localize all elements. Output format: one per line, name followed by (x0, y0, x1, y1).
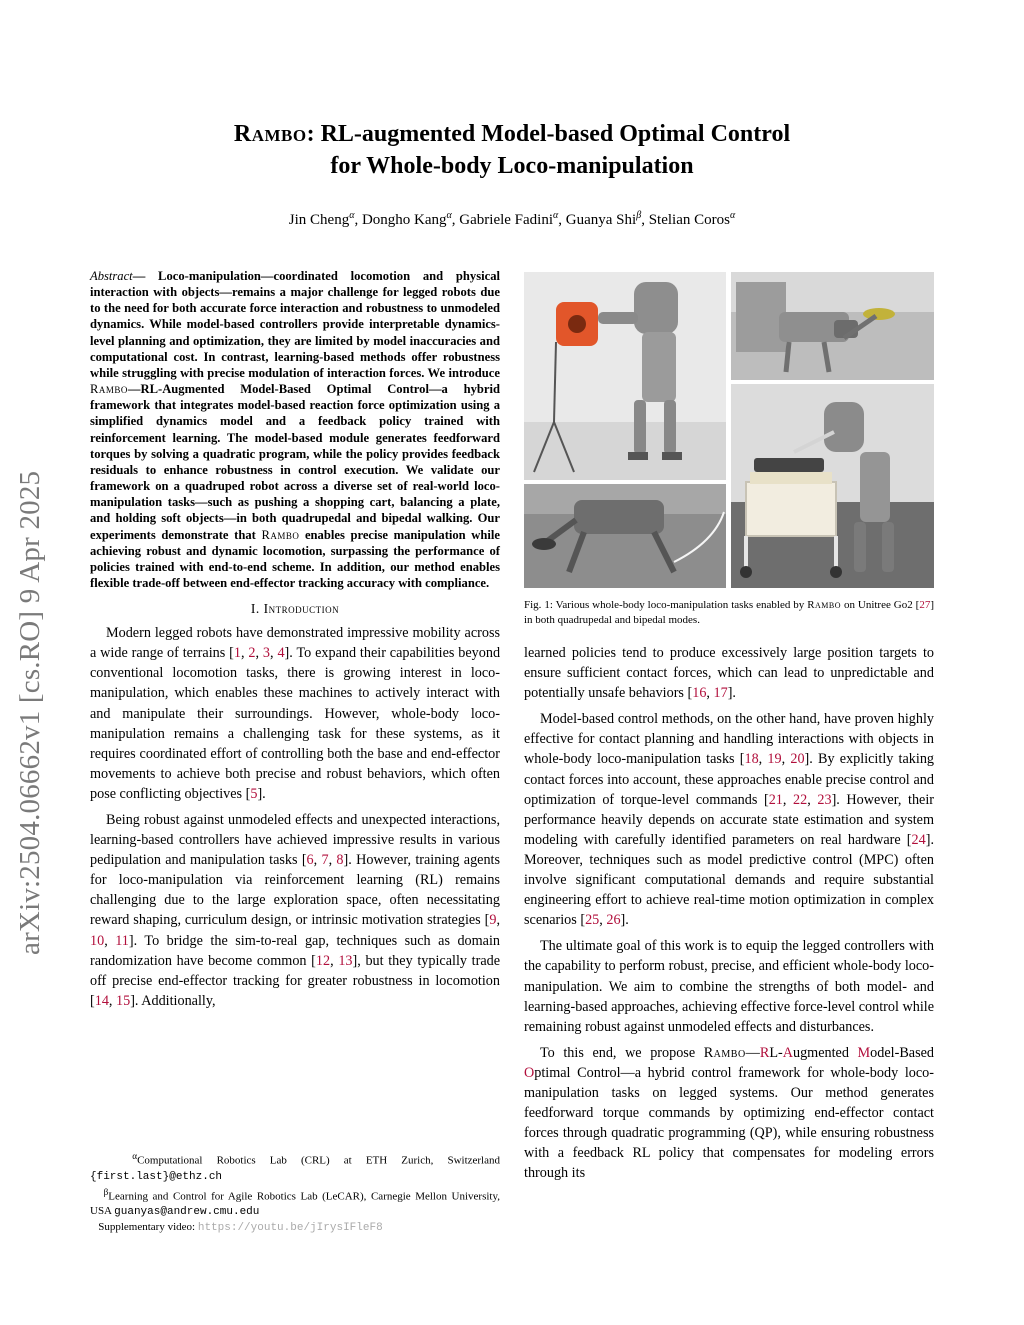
title-line1-rest: : RL-augmented Model-based Optimal Control (306, 121, 791, 147)
author-name: Guanya Shi (565, 212, 637, 228)
author-name: Dongho Kang (361, 212, 447, 228)
author-affiliation: α (729, 210, 736, 221)
photo-bipedal-orange-object (524, 272, 726, 480)
citation-link[interactable]: 1 (233, 645, 241, 662)
citation-link[interactable]: 7 (321, 852, 329, 869)
citation-link[interactable]: 3 (262, 645, 271, 662)
abstract-text: enables precise manipulation while achieving robust and dynamic locomotion, surpassing the performance of policies trained with end-to-end scheme. In addition, our method enables flexible trade-off between end-effector tracking accuracy with compliance. (90, 527, 500, 590)
photo-quadruped-plate (731, 272, 934, 380)
citation-link[interactable]: 20 (790, 751, 805, 768)
section-heading-introduction (90, 601, 500, 617)
caption-rambo: Rambo (807, 599, 842, 611)
title-rambo: Rambo (233, 121, 307, 147)
abstract-text: — Loco-manipulation—coordinated locomotion and physical interaction with objects—remains a major challenge for legged robots due to the need for both accurate force interaction and robustness to unmodeled dynamics. While model-based controllers provide interpretable dynamics-level planning and optimization, they are limited by model inaccuracies and computational cost. In contrast, learning-based methods offer robustness while struggling with precise modulation of interaction forces. We introduce (90, 269, 500, 380)
author-name: Jin Cheng (288, 212, 350, 228)
citation-link[interactable]: 19 (767, 751, 782, 768)
citation-link[interactable]: 23 (817, 791, 832, 808)
citation-link[interactable]: 9 (489, 912, 497, 929)
photo-bipedal-shopping-cart (731, 384, 934, 588)
abstract-rambo: Rambo (90, 382, 128, 397)
citation-link[interactable]: 18 (744, 751, 759, 768)
figure-1-caption: Fig. 1: Various whole-body loco-manipulation tasks enabled by Rambo on Unitree Go2 [27] in both quadrupedal and bipedal modes. (524, 599, 934, 626)
section-title: Introduction (263, 601, 340, 617)
right-paragraph-1: learned policies tend to produce excessively large position targets to ensure sufficient contact forces, which can lead to unpredictable and potentially unsafe behaviors [16, 17]. (524, 645, 934, 702)
citation-link[interactable]: 11 (115, 932, 129, 949)
author-list: Jin Cheng$^\alpha$, Dongho Kang$^\alpha$, Gabriele Fadini$^\alpha$, Guanya Shi$^\beta$, Stelian Coros$^\alpha$ (288, 210, 736, 228)
left-column (90, 268, 500, 1011)
citation-link[interactable]: 17 (713, 685, 728, 702)
footnote-affiliation-beta: $^\beta$Learning and Control for Agile Robotics Lab (LeCAR), Carnegie Mellon University, USA guanyas@andrew.cmu.edu (90, 1186, 500, 1219)
citation-link[interactable]: 21 (768, 791, 783, 808)
citation-link[interactable]: 14 (94, 992, 109, 1009)
citation-link[interactable]: 25 (585, 912, 600, 929)
right-paragraph-3: The ultimate goal of this work is to equip the legged controllers with the capability to perform robust, precise, and efficient whole-body loco-manipulation. We aim to combine the strengths of both model- and learning-based approaches, achieving effective force-level control while remaining robust against unmodeled effects and disturbances. (524, 938, 934, 1035)
author-name: Stelian Coros (648, 212, 730, 228)
title-line-1 (100, 118, 924, 150)
citation-link[interactable]: 22 (793, 791, 808, 808)
footnotes (90, 1149, 500, 1236)
photo-quadruped-manipulation (524, 484, 726, 588)
citation-link[interactable]: 4 (277, 645, 285, 662)
citation-link[interactable]: 12 (315, 952, 331, 969)
right-column (524, 643, 934, 1183)
citation-link[interactable]: 5 (250, 785, 258, 802)
abstract-label: Abstract (90, 269, 133, 283)
right-paragraph-2: Model-based control methods, on the other hand, have proven highly effective for contact planning and handling interactions with objects in whole-body loco-manipulation tasks [18, 19, 20]. By explicitly taking contact forces into account, these approaches enable precise control and optimization of torque-level commands [21, 22, 23]. However, their performance heavily depends on accurate state estimation and system modeling with carefully identified parameters on real hardware [24]. Moreover, techniques such as model predictive control (MPC) often involve significant computational demands and require substantial engineering effort to achieve real-time motion optimization in complex scenarios [25, 26]. (524, 711, 935, 929)
figure-1 (524, 272, 934, 588)
intro-paragraph-1: Modern legged robots have demonstrated impressive mobility across a wide range of terrains [1, 2, 3, 4]. To expand their capabilities beyond conventional locomotion tasks, there is growing interest in loco-manipulation, which enables these machines to actively interact with and manipulate their surroundings. However, whole-body loco-manipulation remains a challenging task for these systems, as it requires coordinated effort of controlling both the base and end-effector movements to achieve both precise and robust behaviors, which often pose conflicting objectives [5]. (90, 625, 501, 802)
email-address[interactable]: guanyas@andrew.cmu.edu (114, 1206, 260, 1219)
citation-link[interactable]: 27 (919, 599, 931, 611)
section-number: I. (250, 601, 260, 617)
citation-link[interactable]: 10 (90, 932, 105, 949)
citation-link[interactable]: 2 (248, 645, 256, 662)
abstract (90, 268, 500, 591)
body-rambo: Rambo (703, 1044, 746, 1061)
intro-paragraph-2: Being robust against unmodeled effects and unexpected interactions, learning-based controllers have achieved impressive results in various pedipulation and manipulation tasks [6, 7, 8]. However, training agents for loco-manipulation via reinforcement learning (RL) remains challenging due to the large exploration space, often necessitating reward shaping, curriculum design, or intrinsic motivation strategies [9, 10, 11]. To bridge the sim-to-real gap, techniques such as domain randomization have become common [12, 13], but they typically trade off precise end-effector tracking for greater robustness in locomotion [14, 15]. Additionally, (90, 811, 501, 1009)
author-affiliation: α (553, 210, 559, 221)
arxiv-stamp: arXiv:2504.06662v1 [cs.RO] 9 Apr 2025 (14, 470, 46, 955)
citation-link[interactable]: 26 (606, 912, 621, 929)
footnote-video: Supplementary video: https://youtu.be/jIrysIFleF8 (98, 1221, 383, 1235)
figure-1-photos (524, 272, 934, 588)
author-affiliation: α (349, 210, 355, 221)
citation-link[interactable]: 6 (306, 852, 314, 869)
citation-link[interactable]: 8 (336, 852, 344, 869)
right-paragraph-4: To this end, we propose Rambo—RL-Augmented Model-Based Optimal Control—a hybrid control framework for whole-body loco-manipulation tasks on legged systems. Our method generates feedforward torque commands by optimizing end-effector contact forces through quadratic programming (QP), while ensuring robustness with a feedback RL policy that compensates for modeling errors through its (524, 1044, 934, 1182)
abstract-text: —RL-Augmented Model-Based Optimal Control—a hybrid framework that integrates model-based reaction force optimization using a simplified dynamics model and a feedback policy trained with reinforcement learning. The model-based module generates feedforward torques by solving a quadratic program, while the policy provides feedback residuals to enhance robustness in control execution. We validate our framework on a quadruped robot across a diverse set of real-world loco-manipulation tasks—such as pushing a shopping cart, balancing a plate, and holding soft objects—in both quadrupedal and bipedal walking. Our experiments demonstrate that (90, 382, 500, 542)
author-name: Gabriele Fadini (459, 212, 554, 228)
citation-link[interactable]: 13 (338, 952, 353, 969)
email-address[interactable]: {first.last}@ethz.ch (90, 1170, 223, 1183)
author-affiliation: α (446, 210, 452, 221)
author-affiliation: β (636, 210, 642, 221)
citation-link[interactable]: 24 (911, 831, 926, 848)
paper-title (100, 118, 924, 182)
footnote-affiliation-alpha: $^\alpha$Computational Robotics Lab (CRL) at ETH Zurich, Switzerland {first.last}@ethz.ch (90, 1151, 500, 1183)
title-line-2: for Whole-body Loco-manipulation (330, 153, 694, 179)
abstract-rambo: Rambo (261, 527, 300, 542)
video-link[interactable]: https://youtu.be/jIrysIFleF8 (197, 1222, 383, 1235)
citation-link[interactable]: 15 (116, 992, 131, 1009)
citation-link[interactable]: 16 (692, 685, 707, 702)
